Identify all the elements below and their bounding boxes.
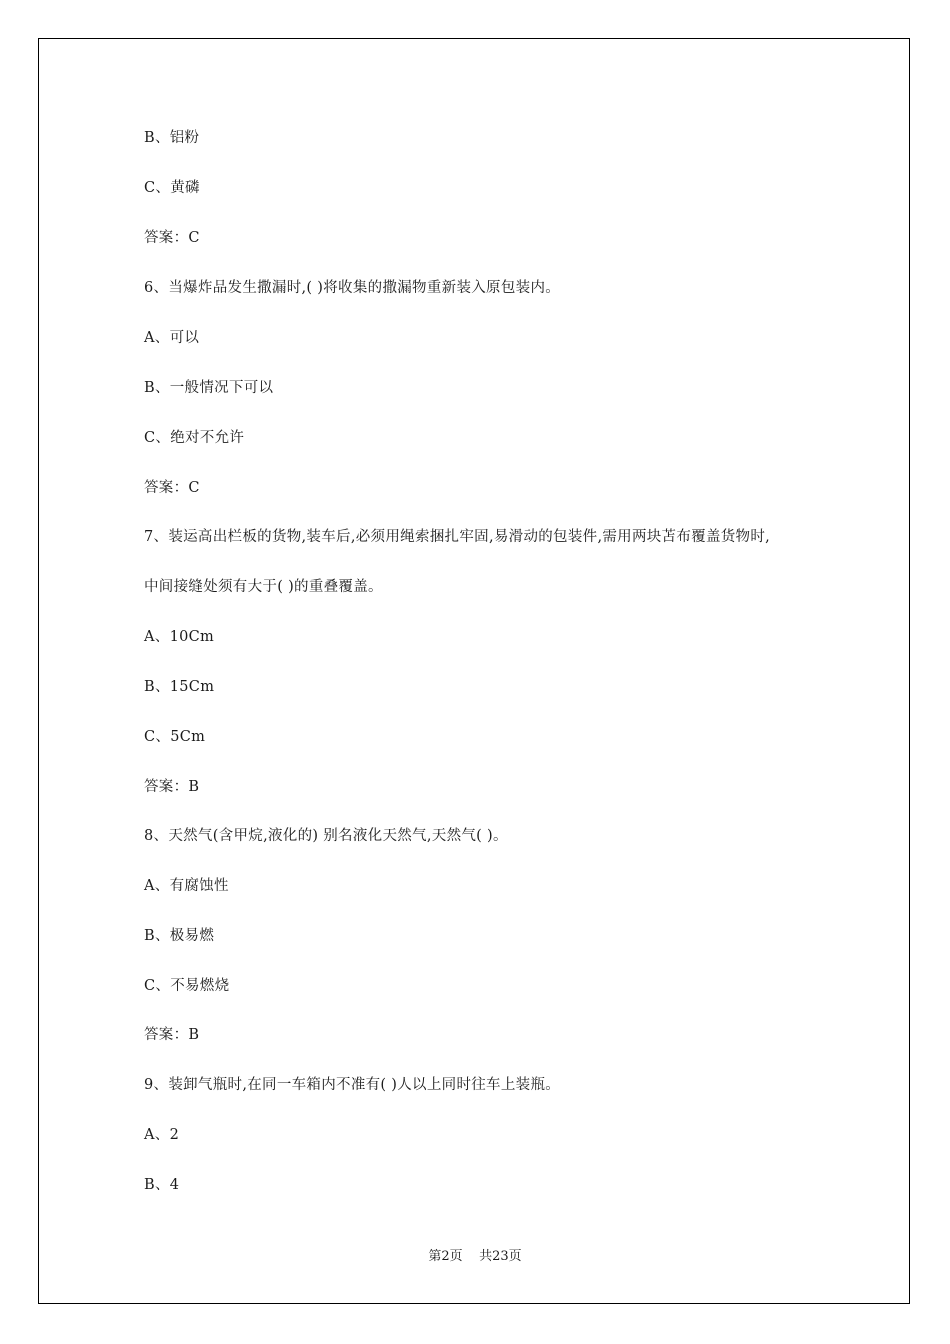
question-6: 6、当爆炸品发生撒漏时,( )将收集的撒漏物重新装入原包装内。 — [144, 280, 561, 296]
option-b-q6: B、一般情况下可以 — [144, 380, 274, 396]
answer-q6: 答案：C — [144, 480, 200, 496]
option-c-q5: C、黄磷 — [144, 180, 200, 196]
option-c-q6: C、绝对不允许 — [144, 430, 245, 446]
option-b-q9: B、4 — [144, 1177, 180, 1193]
question-7-line2: 中间接缝处须有大于( )的重叠覆盖。 — [144, 579, 383, 595]
option-a-q8: A、有腐蚀性 — [144, 878, 229, 894]
question-8: 8、天然气(含甲烷,液化的) 别名液化天然气,天然气( )。 — [144, 828, 508, 844]
answer-q8: 答案：B — [144, 1027, 200, 1043]
option-a-q7: A、10Cm — [144, 629, 215, 645]
answer-q7: 答案：B — [144, 779, 200, 795]
option-c-q8: C、不易燃烧 — [144, 978, 230, 994]
page-number-footer: 第2页 共23页 — [428, 1249, 522, 1264]
option-a-q9: A、2 — [144, 1127, 180, 1143]
question-7-line1: 7、装运高出栏板的货物,装车后,必须用绳索捆扎牢固,易滑动的包装件,需用两块苫布覆盖货物时, — [144, 529, 771, 545]
option-c-q7: C、5Cm — [144, 729, 206, 745]
answer-q5: 答案：C — [144, 230, 200, 246]
option-b-q8: B、极易燃 — [144, 928, 215, 944]
option-b-q7: B、15Cm — [144, 679, 215, 695]
option-b-q5: B、铝粉 — [144, 130, 200, 146]
question-9: 9、装卸气瓶时,在同一车箱内不准有( )人以上同时往车上装瓶。 — [144, 1077, 561, 1093]
option-a-q6: A、可以 — [144, 330, 200, 346]
